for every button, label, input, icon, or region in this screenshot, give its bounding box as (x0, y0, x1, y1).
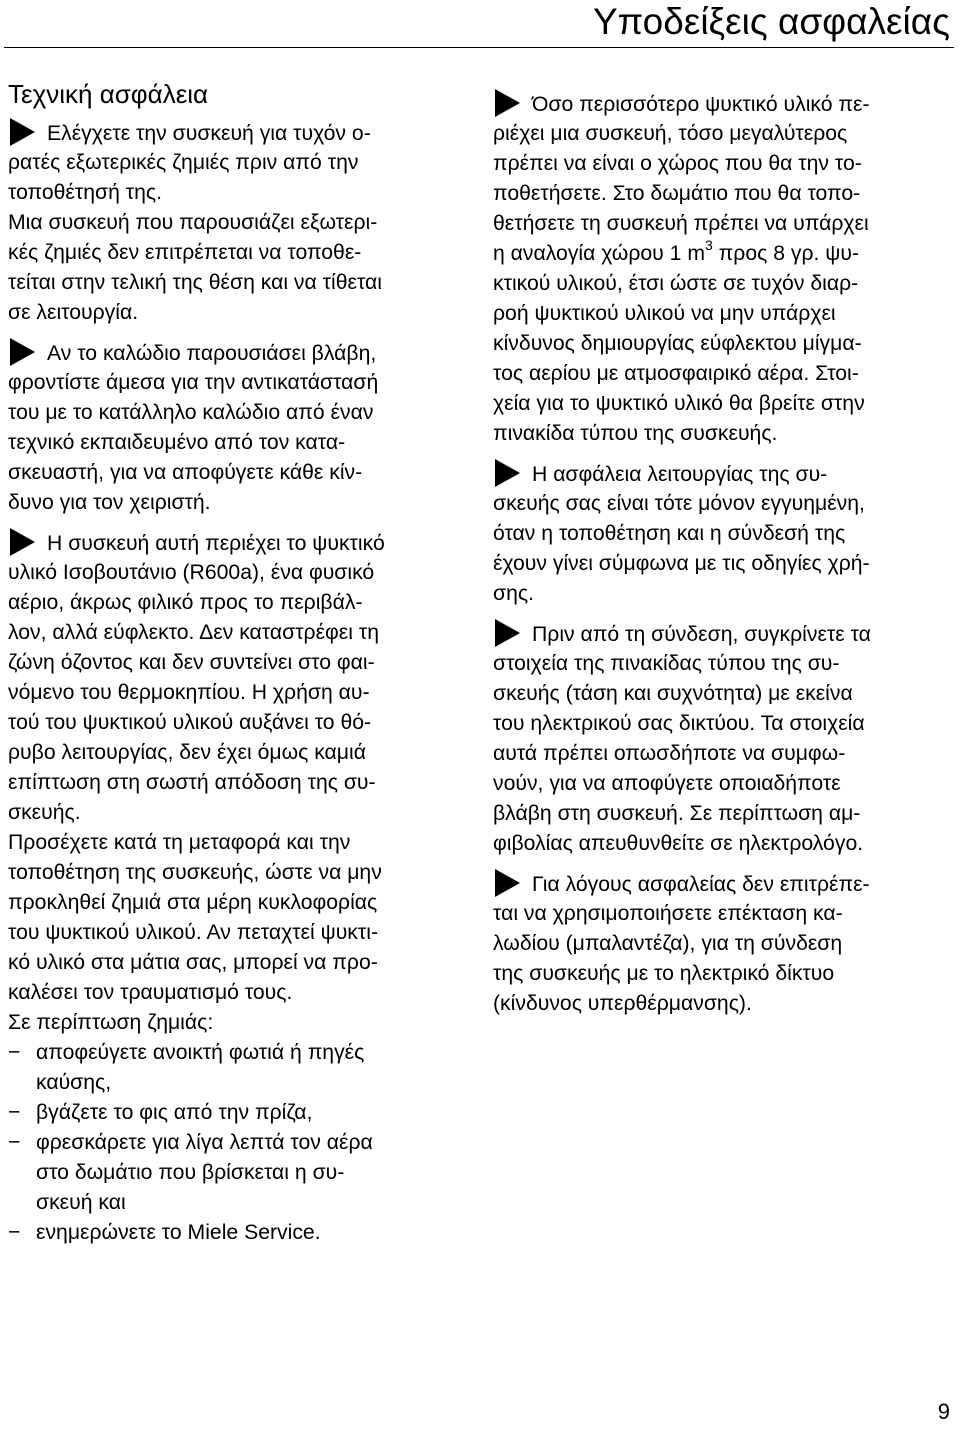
text-line (493, 89, 953, 119)
text-line: προκληθεί ζημιά στα μέρη κυκλοφορίας (8, 891, 378, 914)
bullet-triangle-icon (10, 528, 35, 556)
bullet-triangle-icon (495, 459, 520, 487)
text-line: του ηλεκτρικού σας δικτύου. Τα στοιχεία (493, 712, 865, 735)
dash-bullet: − (8, 1101, 21, 1124)
text-line: ροή ψυκτικού υλικού να μην υπάρχει (493, 302, 836, 325)
text-line (493, 619, 953, 649)
text-span: η αναλογία χώρου 1 m (493, 242, 705, 265)
text-span: Ελέγχετε την συσκευή για τυχόν ο- (47, 122, 371, 145)
text-line: πινακίδα τύπου της συσκευής. (493, 422, 778, 445)
text-line (8, 118, 470, 148)
list-item-continuation: στο δωμάτιο που βρίσκεται η συ- (36, 1161, 345, 1184)
text-line: νόμενο του θερμοκηπίου. Η χρήση αυ- (8, 681, 370, 704)
dash-bullet: − (8, 1041, 21, 1064)
paragraph-cable (8, 338, 470, 518)
text-line: καλέσει τον τραυματισμό τους. (8, 981, 293, 1004)
bullet-triangle-icon (10, 338, 35, 366)
text-line: τού του ψυκτικού υλικού αυξάνει το θό- (8, 711, 372, 734)
list-item-continuation: καύσης, (36, 1071, 112, 1094)
text-span: προς 8 γρ. ψυ- (712, 242, 860, 265)
text-line: ρατές εξωτερικές ζημιές πριν από την (8, 151, 359, 174)
paragraph-refrigerant (8, 528, 470, 1038)
page-number: 9 (937, 1399, 950, 1424)
text-line: υλικό Ισοβουτάνιο (R600a), ένα φυσικό (8, 561, 375, 584)
text-span: Η συσκευή αυτή περιέχει το ψυκτικό (47, 532, 385, 555)
paragraph-operating-safety (493, 459, 953, 609)
text-line: τείται στην τελική της θέση και να τίθεται (8, 271, 382, 294)
list-item (8, 1218, 470, 1248)
text-line: του ψυκτικού υλικού. Αν πεταχτεί ψυκτι- (8, 921, 379, 944)
text-line: στοιχεία της πινακίδας τύπου της συ- (493, 652, 840, 675)
text-line (8, 338, 470, 368)
text-span: Πριν από τη σύνδεση, συγκρίνετε τα (532, 623, 871, 646)
text-line: σης. (493, 582, 534, 605)
bullet-triangle-icon (495, 869, 520, 897)
text-line: ριέχει μια συσκευή, τόσο μεγαλύτερος (493, 122, 848, 145)
text-line: ται να χρησιμοποιήσετε επέκταση κα- (493, 902, 843, 925)
text-line: της συσκευής με το ηλεκτρικό δίκτυο (493, 962, 835, 985)
text-line: πρέπει να είναι ο χώρος που θα την το- (493, 152, 862, 175)
text-line: τεχνικό εκπαιδευμένο από τον κατα- (8, 431, 346, 454)
text-line: σκευής. (8, 801, 81, 824)
paragraph-gap (493, 449, 953, 459)
text-line: του με το κατάλληλο καλώδιο από έναν (8, 401, 374, 424)
list-item (8, 1098, 470, 1128)
text-line: λωδίου (μπαλαντέζα), για τη σύνδεση (493, 932, 843, 955)
header-rule (4, 47, 954, 48)
text-line: κές ζημιές δεν επιτρέπεται να τοποθε- (8, 241, 362, 264)
right-column (493, 89, 953, 1019)
dash-bullet: − (8, 1131, 21, 1154)
paragraph-gap (493, 609, 953, 619)
section-heading: Τεχνική ασφάλεια (8, 79, 209, 109)
text-line: ποθετήσετε. Στο δωμάτιο που θα τοπο- (493, 182, 861, 205)
list-item-text: ενημερώνετε το Miele Service. (36, 1221, 321, 1244)
text-line: αυτά πρέπει οπωσδήποτε να συμφω- (493, 742, 846, 765)
text-line: δυνο για τον χειριστή. (8, 491, 211, 514)
text-span: Για λόγους ασφαλείας δεν επιτρέπε- (532, 873, 870, 896)
text-line (493, 459, 953, 489)
text-line: σε λειτουργία. (8, 301, 139, 324)
damage-list (8, 1038, 470, 1248)
text-line: σκευής σας είναι τότε μόνον εγγυημένη, (493, 492, 865, 515)
page-header-title: Υποδείξεις ασφαλείας (592, 1, 950, 42)
text-line: αέριο, άκρως φιλικό προς το περιβάλ- (8, 591, 363, 614)
list-item (8, 1038, 470, 1068)
list-item-text: αποφεύγετε ανοικτή φωτιά ή πηγές (36, 1041, 365, 1064)
text-line: θετήσετε τη συσκευή πρέπει να υπάρχει (493, 212, 869, 235)
text-span: Η ασφάλεια λειτουργίας της συ- (532, 463, 828, 486)
text-line: όταν η τοποθέτηση και η σύνδεσή της (493, 522, 846, 545)
text-span: Όσο περισσότερο ψυκτικό υλικό πε- (532, 93, 870, 116)
text-line: τοποθέτησή της. (8, 181, 163, 204)
text-line: λον, αλλά εύφλεκτο. Δεν καταστρέφει τη (8, 621, 379, 644)
text-line: Προσέχετε κατά τη μεταφορά και την (8, 831, 351, 854)
text-line: ρυβο λειτουργίας, δεν έχει όμως καμιά (8, 741, 366, 764)
text-line: σκευαστή, για να αποφύγετε κάθε κίν- (8, 461, 363, 484)
text-line: σκευής (τάση και συχνότητα) με εκείνα (493, 682, 853, 705)
text-line: βλάβη στη συσκευή. Σε περίπτωση αμ- (493, 802, 861, 825)
list-item-continuation: σκευή και (36, 1191, 126, 1214)
left-column (8, 77, 470, 1248)
text-line: έχουν γίνει σύμφωνα με τις οδηγίες χρή- (493, 552, 870, 575)
text-line: Σε περίπτωση ζημιάς: (8, 1011, 214, 1034)
text-line: φιβολίας απευθυνθείτε σε ηλεκτρολόγο. (493, 832, 864, 855)
text-line (493, 869, 953, 899)
paragraph-room-size (493, 89, 953, 449)
paragraph-gap (8, 328, 470, 338)
superscript: 3 (704, 237, 713, 253)
bullet-triangle-icon (10, 118, 35, 146)
text-line: (κίνδυνος υπερθέρμανσης). (493, 992, 752, 1015)
text-line: τοποθέτηση της συσκευής, ώστε να μην (8, 861, 382, 884)
list-item (8, 1128, 470, 1158)
text-line: Μια συσκευή που παρουσιάζει εξωτερι- (8, 211, 378, 234)
list-item-text: φρεσκάρετε για λίγα λεπτά τον αέρα (36, 1131, 373, 1154)
paragraph-inspection (8, 118, 470, 328)
list-item-text: βγάζετε το φις από την πρίζα, (36, 1101, 313, 1124)
text-line (8, 528, 470, 558)
text-line: κίνδυνος δημιουργίας εύφλεκτου μίγμα- (493, 332, 862, 355)
text-line: νούν, για να αποφύγετε οποιαδήποτε (493, 772, 841, 795)
text-line: ζώνη όζοντος και δεν συντείνει στο φαι- (8, 651, 375, 674)
bullet-triangle-icon (495, 619, 520, 647)
text-line: κό υλικό στα μάτια σας, μπορεί να προ- (8, 951, 378, 974)
paragraph-extension-cable (493, 869, 953, 1019)
text-line: τος αερίου με ατμοσφαιρικό αέρα. Στοι- (493, 362, 859, 385)
bullet-triangle-icon (495, 89, 520, 117)
paragraph-gap (8, 518, 470, 528)
text-line: φροντίστε άμεσα για την αντικατάστασή (8, 371, 379, 394)
text-line: κτικού υλικού, έτσι ώστε σε τυχόν διαρ- (493, 272, 859, 295)
paragraph-connection (493, 619, 953, 859)
page-header (0, 0, 960, 48)
dash-bullet: − (8, 1221, 21, 1244)
text-line (493, 239, 953, 269)
text-line: επίπτωση στη σωστή απόδοση της συ- (8, 771, 376, 794)
text-span: Αν το καλώδιο παρουσιάσει βλάβη, (47, 342, 377, 365)
paragraph-gap (493, 859, 953, 869)
text-line: χεία για το ψυκτικό υλικό θα βρείτε στην (493, 392, 865, 415)
